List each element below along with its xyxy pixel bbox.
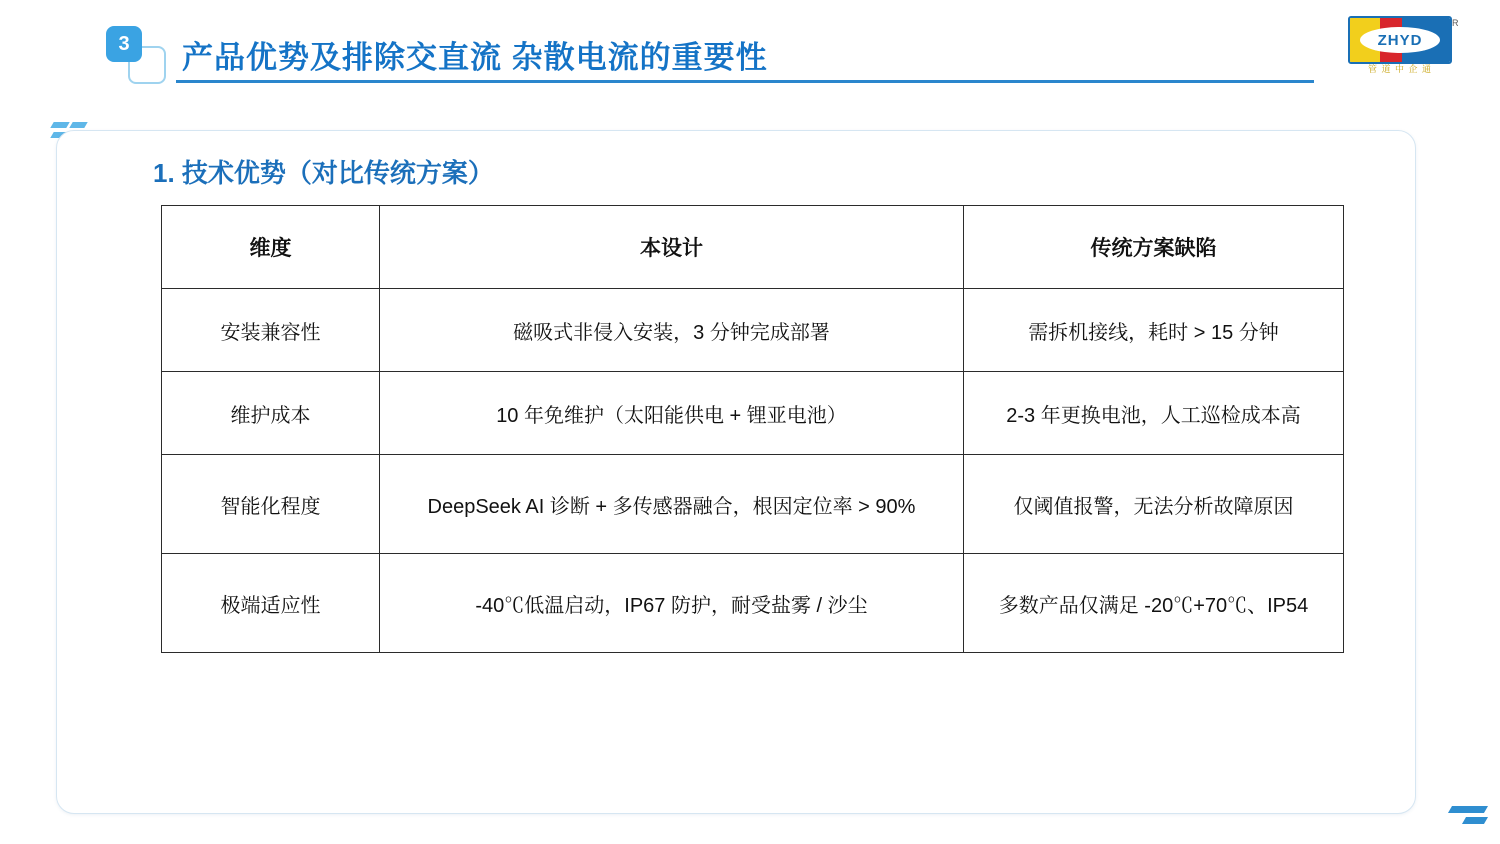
page-title: 产品优势及排除交直流 杂散电流的重要性 (182, 40, 768, 75)
table-row (162, 455, 1344, 554)
cell-dimension: 极端适应性 (162, 554, 380, 653)
column-header-dimension: 维度 (162, 206, 380, 289)
logo-caption: 管 道 中 企 通 (1367, 64, 1432, 74)
column-header-legacy: 传统方案缺陷 (964, 206, 1344, 289)
bottom-arrow-decoration-icon (1446, 806, 1486, 832)
cell-legacy: 多数产品仅满足 -20℃+70℃、IP54 (964, 554, 1344, 653)
column-header-design: 本设计 (380, 206, 964, 289)
section-number-badge: 3 (106, 26, 142, 62)
cell-design: 磁吸式非侵入安装，3 分钟完成部署 (380, 289, 964, 372)
cell-design: 10 年免维护（太阳能供电 + 锂亚电池） (380, 372, 964, 455)
table-row (162, 554, 1344, 653)
cell-legacy: 2-3 年更换电池，人工巡检成本高 (964, 372, 1344, 455)
logo-text: ZHYD (1360, 27, 1440, 53)
cell-dimension: 安装兼容性 (162, 289, 380, 372)
trademark-icon: R (1452, 18, 1459, 28)
content-card (56, 130, 1416, 814)
table-row (162, 289, 1344, 372)
cell-design: -40℃低温启动，IP67 防护，耐受盐雾 / 沙尘 (380, 554, 964, 653)
cell-dimension: 智能化程度 (162, 455, 380, 554)
cell-legacy: 需拆机接线，耗时 > 15 分钟 (964, 289, 1344, 372)
comparison-table (161, 205, 1344, 653)
logo-mark (1348, 16, 1452, 64)
title-underline-divider (176, 80, 1314, 83)
cell-design: DeepSeek AI 诊断 + 多传感器融合，根因定位率 > 90% (380, 455, 964, 554)
table-header-row (162, 206, 1344, 289)
company-logo (1348, 16, 1472, 78)
section-heading: 1. 技术优势（对比传统方案） (153, 158, 494, 188)
slide-header (0, 0, 1500, 100)
cell-legacy: 仅阈值报警，无法分析故障原因 (964, 455, 1344, 554)
cell-dimension: 维护成本 (162, 372, 380, 455)
table-row (162, 372, 1344, 455)
